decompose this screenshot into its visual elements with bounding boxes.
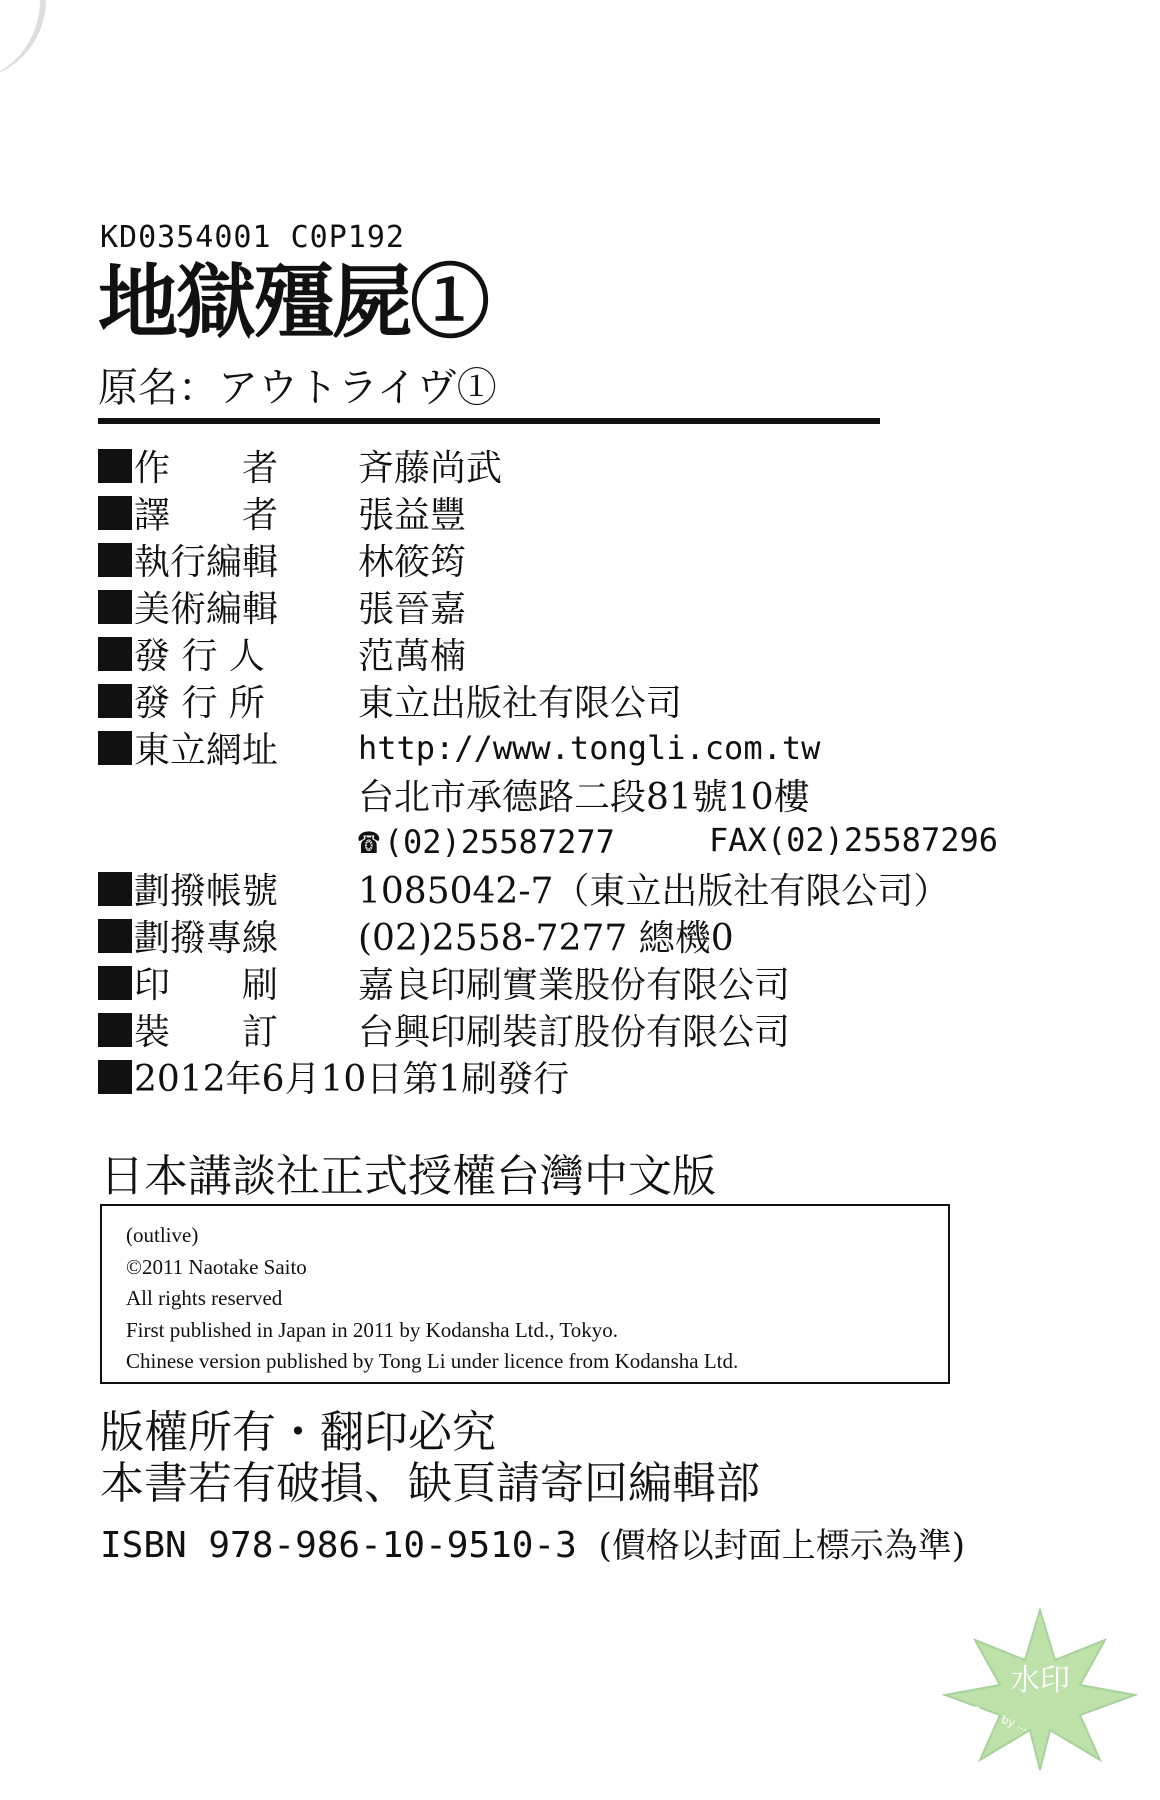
credit-row-account: 劃撥帳號 1085042-7（東立出版社有限公司）	[98, 865, 998, 912]
bullet-square-icon	[98, 496, 132, 530]
scan-corner-mark	[0, 0, 46, 80]
copyright-line: ©2011 Naotake Saito	[126, 1254, 307, 1279]
bullet-square-icon	[98, 731, 132, 765]
price-note: (價格以封面上標示為準)	[598, 1526, 966, 1566]
isbn-line	[100, 1518, 965, 1567]
watermark-text: 水印	[1010, 1663, 1070, 1698]
copyright-line: Chinese version published by Tong Li under licence from Kodansha Ltd.	[126, 1349, 739, 1373]
rights-line: 本書若有破損、缺頁請寄回編輯部	[100, 1457, 760, 1509]
credit-row-author: 作 者 斉藤尚武	[98, 442, 998, 489]
book-title: 地獄殭屍①	[98, 255, 488, 349]
website-link[interactable]: http://www.tongli.com.tw	[358, 728, 821, 767]
bullet-square-icon	[98, 1013, 132, 1047]
credit-row-exec-editor: 執行編輯 林筱筠	[98, 536, 998, 583]
license-statement: 日本講談社正式授權台灣中文版	[100, 1151, 716, 1202]
publish-date-row	[98, 1053, 998, 1100]
maple-leaf-watermark-icon	[940, 1600, 1140, 1775]
credit-row-binding: 裝 訂 台興印刷裝訂股份有限公司	[98, 1006, 998, 1053]
product-code: KD0354001 C0P192	[100, 220, 405, 255]
divider-line	[98, 418, 880, 424]
credit-row-printing: 印 刷 嘉良印刷實業股份有限公司	[98, 959, 998, 1006]
credit-row-translator: 譯 者 張益豐	[98, 489, 998, 536]
rights-line: 版權所有・翻印必究	[100, 1407, 496, 1458]
bullet-square-icon	[98, 966, 132, 1000]
fax-number: FAX(02)25587296	[709, 821, 998, 859]
credit-row-hotline: 劃撥專線 (02)2558-7277 總機0	[98, 912, 998, 959]
bullet-square-icon	[98, 919, 132, 953]
bullet-square-icon	[98, 1060, 132, 1094]
bullet-square-icon	[98, 637, 132, 671]
copyright-box	[100, 1204, 950, 1384]
credit-row-website: 東立網址 http://www.tongli.com.tw	[98, 724, 998, 771]
credits-table	[98, 442, 998, 1100]
telephone-icon: ☎	[358, 821, 380, 862]
copyright-line: First published in Japan in 2011 by Kodansha Ltd., Tokyo.	[126, 1317, 619, 1342]
bullet-square-icon	[98, 684, 132, 718]
copyright-line: All rights reserved	[126, 1286, 283, 1310]
credit-row-art-editor: 美術編輯 張晉嘉	[98, 583, 998, 630]
credit-row-publishing-house: 發 行 所 東立出版社有限公司	[98, 677, 998, 724]
original-title: 原名：アウトライヴ①	[98, 365, 497, 411]
phone-number: (02)25587277	[383, 823, 615, 861]
credit-row-publisher: 發 行 人 范萬楠	[98, 630, 998, 677]
rights-notice	[100, 1408, 760, 1509]
bullet-square-icon	[98, 590, 132, 624]
bullet-square-icon	[98, 449, 132, 483]
copyright-line: (outlive)	[126, 1223, 199, 1247]
publish-date: 2012年6月10日第1刷發行	[134, 1059, 570, 1100]
scan-credit-text: Scan by ...	[970, 1703, 1030, 1734]
phone-fax-row	[98, 818, 998, 865]
bullet-square-icon	[98, 543, 132, 577]
bullet-square-icon	[98, 872, 132, 906]
address-row: 台北市承德路二段81號10樓	[358, 777, 810, 818]
isbn-number: ISBN 978-986-10-9510-3	[100, 1525, 577, 1566]
